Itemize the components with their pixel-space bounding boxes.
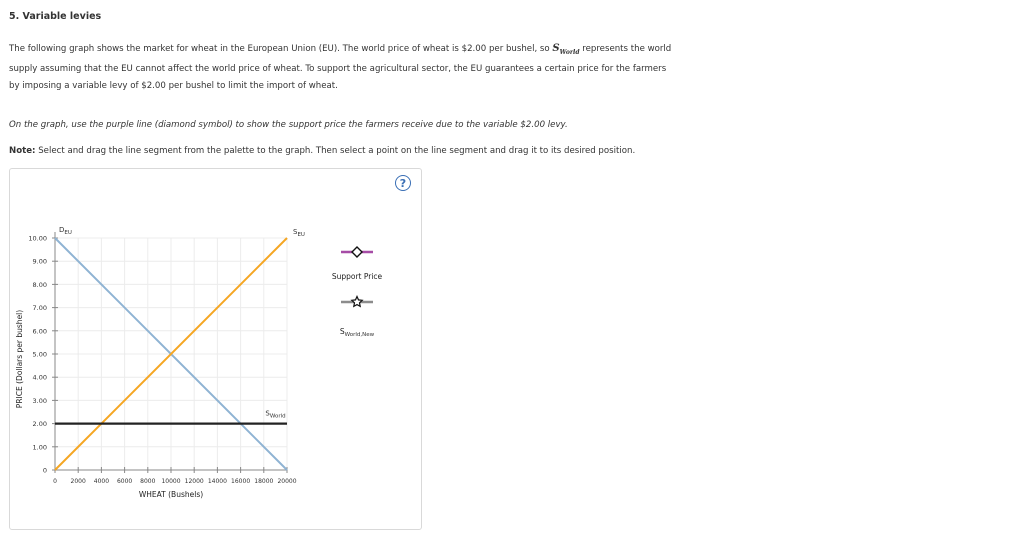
sworld-symbol: $S_{World}$ — [552, 43, 580, 56]
paragraph-part2: represents the world supply assuming that the EU cannot affect the world price of wheat. To support the agricultural sector, the EU guarantees a certain price for the farmers by imposing a variable levy of $2.00 per bushel to limit the import of wheat. — [9, 44, 672, 91]
diamond-icon[interactable] — [352, 247, 362, 257]
palette-label: Support Price — [331, 272, 383, 281]
x-tick-label: 16000 — [231, 478, 251, 485]
tool-palette — [332, 247, 383, 338]
x-tick-label: 4000 — [93, 478, 110, 485]
star-icon[interactable] — [352, 297, 362, 307]
chart-curve-labels — [59, 226, 305, 420]
instruction-text: On the graph, use the purple line (diamond symbol) to show the support price the farmers receive due to the variable $2.00 levy. — [9, 120, 568, 130]
note-body: Select and drag the line segment from the palette to the graph. Then select a point on the line segment and drag it to its desired position. — [38, 146, 636, 156]
y-tick-label: 10.00 — [28, 234, 47, 243]
curve-label-2: $S_{World}$ — [265, 409, 286, 420]
y-tick-label: 9.00 — [32, 257, 47, 266]
y-tick-label: 8.00 — [32, 280, 47, 289]
y-tick-label: 2.00 — [32, 420, 47, 429]
x-tick-label: 0 — [53, 478, 57, 485]
note-label: Note: — [9, 146, 36, 156]
x-tick-label: 12000 — [184, 478, 204, 485]
y-tick-label: 6.00 — [32, 327, 47, 336]
x-tick-label: 20000 — [277, 478, 297, 485]
y-axis-title: PRICE (Dollars per bushel) — [15, 309, 24, 409]
y-tick-label: 3.00 — [32, 396, 47, 405]
help-button[interactable]: ? — [395, 175, 411, 191]
y-tick-label: 4.00 — [32, 373, 47, 382]
y-tick-label: 7.00 — [32, 304, 47, 313]
x-axis-title: WHEAT (Bushels) — [138, 490, 204, 499]
x-tick-label: 6000 — [116, 478, 133, 485]
x-tick-label: 14000 — [207, 478, 227, 485]
x-tick-label: 2000 — [70, 478, 86, 485]
palette-label: $S_{World,New}$ — [339, 327, 375, 338]
x-tick-label: 18000 — [254, 478, 274, 485]
x-tick-label: 8000 — [140, 478, 156, 485]
paragraph-part1: The following graph shows the market for wheat in the European Union (EU). The world price of wheat is $2.00 per bushel, so — [9, 44, 550, 54]
question-title: 5. Variable levies — [9, 11, 102, 22]
palette-item-support-price[interactable] — [332, 247, 383, 281]
y-tick-label: 5.00 — [32, 350, 47, 359]
y-tick-label: 1.00 — [32, 443, 47, 452]
curve-label-1: $S_{EU}$ — [293, 228, 305, 238]
y-tick-label: 0 — [42, 466, 47, 475]
curve-label-0: $D_{EU}$ — [59, 226, 72, 236]
palette-item-sworld-new[interactable] — [340, 297, 375, 339]
chart-ticks — [28, 235, 296, 486]
x-tick-label: 10000 — [161, 478, 181, 485]
